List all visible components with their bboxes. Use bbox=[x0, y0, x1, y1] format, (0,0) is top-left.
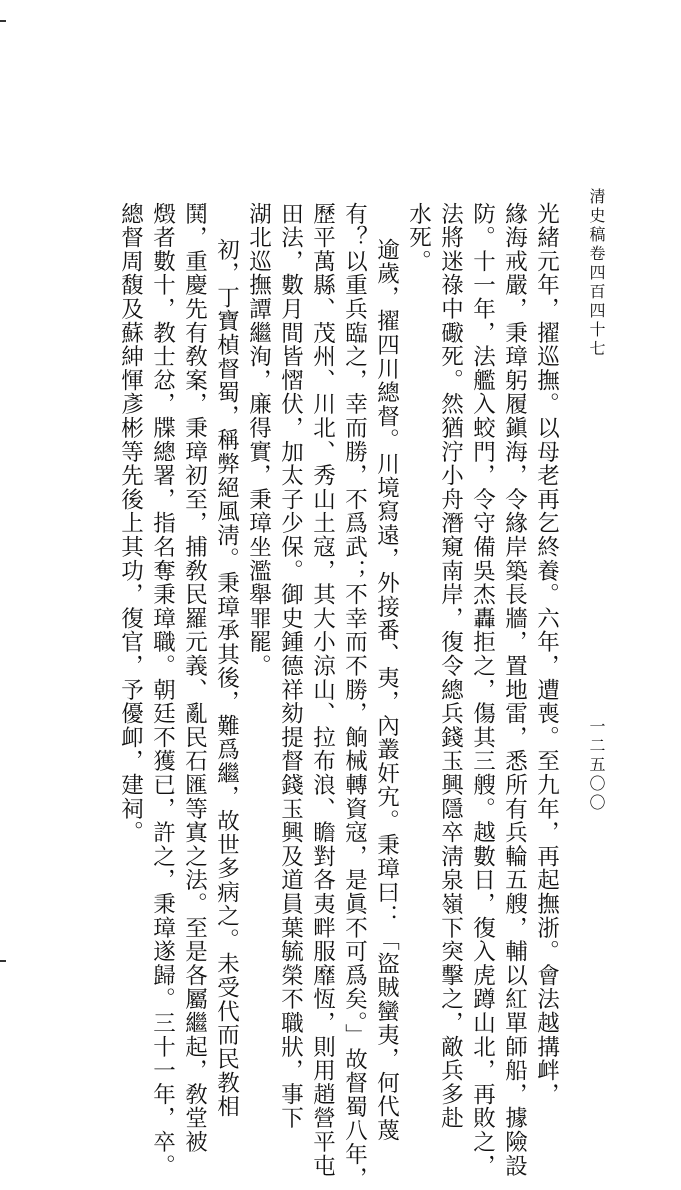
scan-edge-mark-bottom bbox=[0, 960, 6, 962]
text-column-2: 緣海戒嚴，秉璋躬履鎭海，令緣岸築長牆，置地雷，悉所有兵輪五艘，輔以紅單師船，據險設 bbox=[501, 202, 528, 1178]
text-column-7: 有？以重兵臨之，幸而勝，不爲武；不幸而不勝，餉械轉資寇，是眞不可爲矣。」故督蜀八年， bbox=[341, 202, 368, 1190]
scan-edge-mark-top bbox=[0, 20, 6, 22]
text-column-6: 逾歲，擢四川總督。川境寫遠，外接番、夷，內叢奸宄。秉璋曰：「盜賊蠻夷，何代蔑 bbox=[373, 238, 400, 1143]
text-column-5: 水死。 bbox=[405, 202, 432, 274]
text-column-10: 湖北巡撫譚繼洵，廉得實，秉璋坐濫舉罪罷。 bbox=[245, 202, 272, 678]
text-column-13: 燬者數十，教士忿，牒總署，指名奪秉璋職。朝廷不獲已，許之，秉璋遂歸。三十一年，卒。 bbox=[149, 202, 176, 1178]
text-column-11: 初，丁寶楨督蜀，稱弊絕風淸。秉璋承其後，難爲繼，故世多病之。未受代而民教相 bbox=[213, 238, 240, 1119]
running-header-title: 清史稿卷四百四十七 bbox=[587, 188, 606, 359]
text-column-3: 防。十一年，法艦入蛟門，令守備吳杰轟拒之，傷其三艘。越數日，復入虎蹲山北，再敗之， bbox=[469, 202, 496, 1178]
text-column-12: 鬨，重慶先有敎案，秉璋初至，捕敎民羅元義、亂民石匯等寘之法。至是各屬繼起，敎堂被 bbox=[181, 202, 208, 1154]
page-number: 一二五〇〇 bbox=[587, 718, 606, 813]
text-column-14: 總督周馥及蘇紳惲彥彬等先後上其功，復官，予優卹，建祠。 bbox=[117, 202, 144, 845]
text-column-9: 田法，數月間皆慴伏，加太子少保。御史鍾德祥劾提督錢玉興及道員葉毓榮不職狀，事下 bbox=[277, 202, 304, 1131]
text-column-4: 法將迷祿中礮死。然猶泞小舟潛窺南岸，復令總兵錢玉興隱卒淸泉嶺下突擊之，敵兵多赴 bbox=[437, 202, 464, 1131]
text-column-8: 歷平萬縣、茂州、川北、秀山土寇，其大小涼山、拉布浪、瞻對各夷畔服靡恆，則用趙營平屯 bbox=[309, 202, 336, 1178]
text-column-1: 光緒元年，擢巡撫。以母老再乞終養。六年，遭喪。至九年，再起撫浙。會法越搆衅， bbox=[533, 202, 560, 1107]
